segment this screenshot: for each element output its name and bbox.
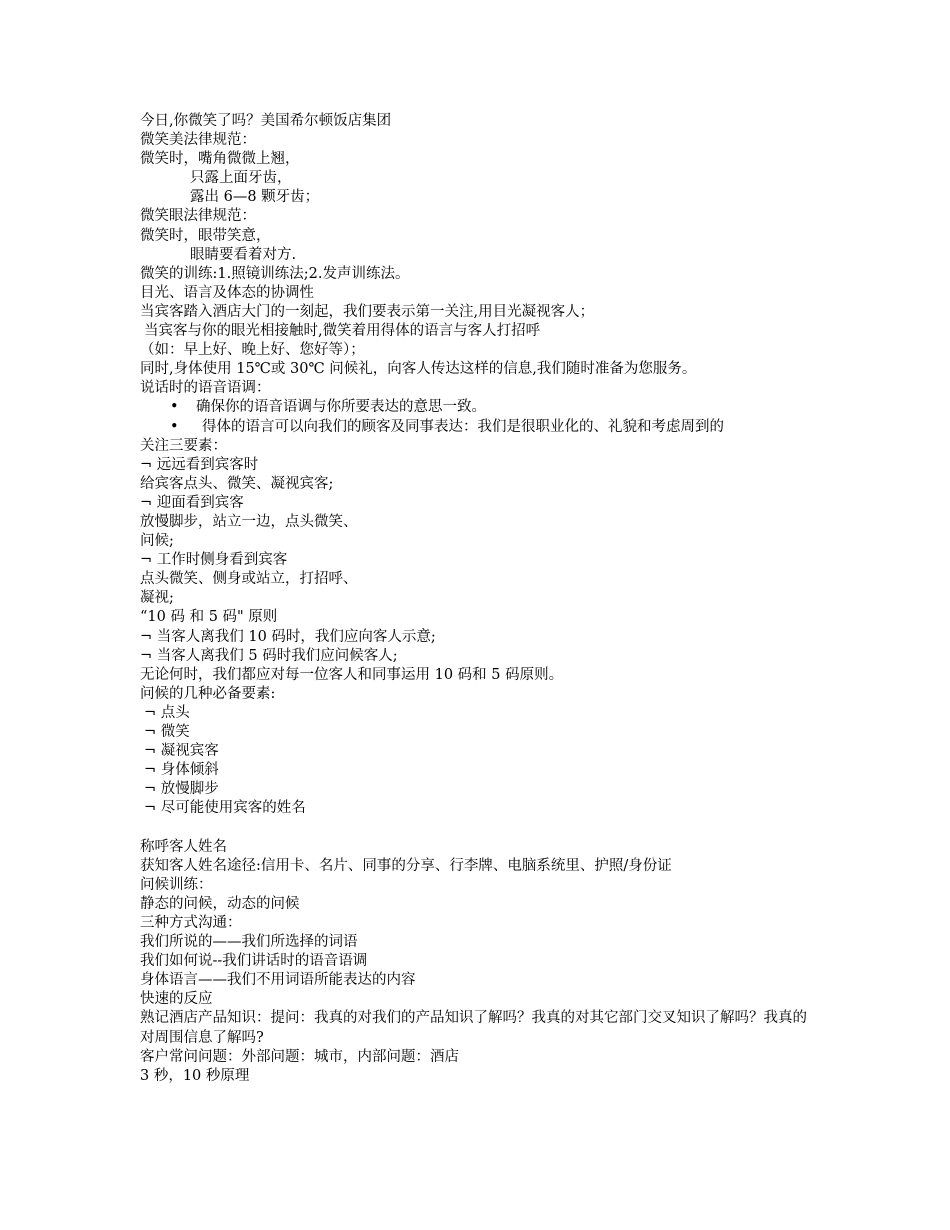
text-line: 眼睛要看着对方. [190,246,297,263]
bullet-dot: • [170,399,179,416]
section-heading: 称呼客人姓名 [140,838,227,855]
list-item: ¬ 点头 [144,704,190,721]
text-line: 微笑眼法律规范： [140,208,256,225]
list-item: ¬ 尽可能使用宾客的姓名 [144,800,306,817]
text-line: 只露上面牙齿， [190,170,292,187]
text-line: 放慢脚步，站立一边，点头微笑、 [140,513,358,530]
text-line: 微笑的训练:1.照镜训练法;2.发声训练法。 [140,265,410,282]
text-line: ¬ 迎面看到宾客 [140,494,244,511]
list-item: ¬ 身体倾斜 [144,762,219,779]
text-line: ¬ 当客人离我们 10 码时，我们应向客人示意; [140,628,436,645]
text-line: 微笑时，眼带笑意， [140,227,271,244]
text-line: 点头微笑、侧身或站立，打招呼、 [140,571,358,588]
text-line: 问候; [140,533,174,550]
bullet-text: 确保你的语音语调与你所要表达的意思一致。 [196,399,486,416]
text-line: 客户常问问题：外部问题：城市，内部问题：酒店 [140,1048,459,1065]
text-line: （如：早上好、晚上好、您好等）； [140,342,365,359]
list-item: ¬ 凝视宾客 [144,743,219,760]
bullet-item [140,418,820,437]
text-line: 凝视; [140,590,174,607]
document-title: 今日,你微笑了吗？美国希尔顿饭店集团 [140,113,392,129]
text-line: 无论何时，我们都应对每一位客人和同事运用 10 码和 5 码原则。 [140,666,564,683]
text-line: 获知客人姓名途径:信用卡、名片、同事的分享、行李牌、电脑系统里、护照/身份证 [140,857,672,874]
text-line: 当宾客与你的眼光相接触时,微笑着用得体的语言与客人打招呼 [144,323,541,340]
text-line: 我们如何说--我们讲话时的语音语调 [140,953,368,970]
text-line: 我们所说的——我们所选择的词语 [140,934,358,951]
text-line: 微笑时，嘴角微微上翘， [140,151,300,168]
text-line: 身体语言——我们不用词语所能表达的内容 [140,972,416,989]
section-heading: 关注三要素： [140,437,227,454]
section-heading: 目光、语言及体态的协调性 [140,284,314,301]
bullet-item [140,398,820,417]
text-line: 同时,身体使用 15℃或 30℃ 问候礼，向客人传达这样的信息,我们随时准备为您服务。 [140,361,697,378]
list-item: ¬ 放慢脚步 [144,781,219,798]
bullet-dot: • [170,418,179,435]
text-line: ¬ 远远看到宾客时 [140,456,259,473]
section-heading: 三种方式沟通： [140,914,242,931]
section-heading: 快速的反应 [140,991,213,1008]
text-line: ¬ 当客人离我们 5 码时我们应问候客人; [140,647,398,664]
blank-line [140,818,820,837]
document-page [140,112,820,1086]
section-heading: 问候的几种必备要素: [140,685,276,702]
section-heading: 说话时的语音语调： [140,380,271,397]
text-line: 当宾客踏入酒店大门的一刻起，我们要表示第一关注,用目光凝视客人； [140,303,595,320]
section-heading: “10 码 和 5 码" 原则 [140,609,278,626]
bullet-text: 得体的语言可以向我们的顾客及同事表达：我们是很职业化的、礼貌和考虑周到的 [202,418,724,435]
text-line: ¬ 工作时侧身看到宾客 [140,552,288,569]
text-line: 给宾客点头、微笑、凝视宾客; [140,475,334,492]
section-heading: 问候训练： [140,876,213,893]
text-line: 3 秒，10 秒原理 [140,1067,250,1084]
text-line: 微笑美法律规范： [140,132,256,149]
text-line: 静态的问候，动态的问候 [140,895,300,912]
list-item: ¬ 微笑 [144,724,190,740]
text-paragraph: 熟记酒店产品知识：提问：我真的对我们的产品知识了解吗？我真的对其它部门交叉知识了解吗？我真的对周围信息了解吗? [140,1010,807,1046]
text-line: 露出 6—8 颗牙齿； [190,189,320,206]
